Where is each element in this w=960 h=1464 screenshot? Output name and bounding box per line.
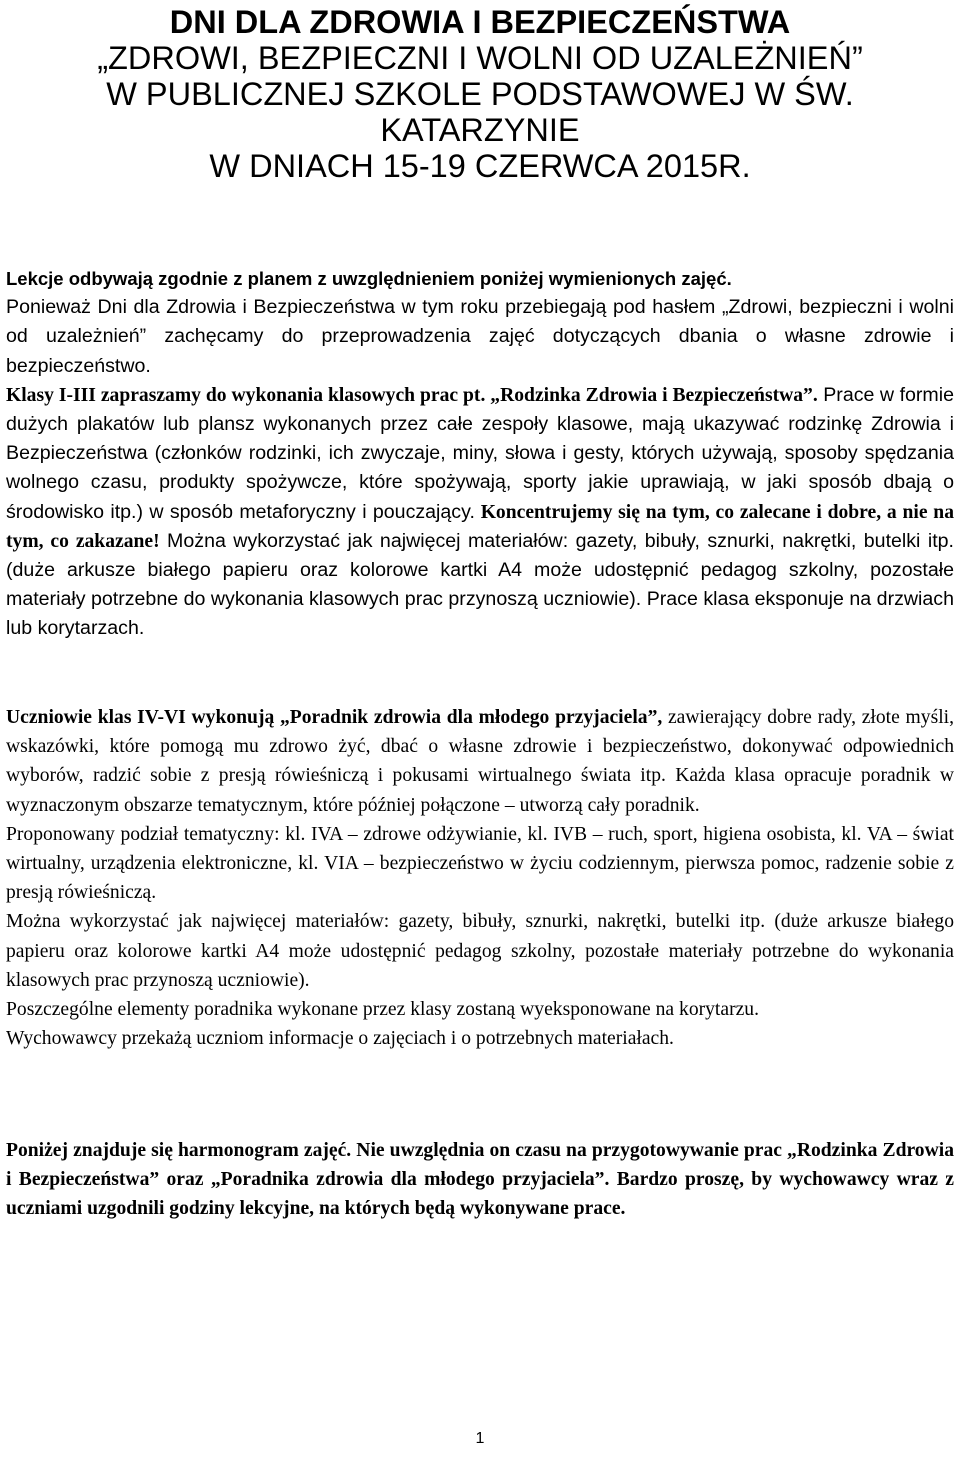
classes-1-3-text: Prace w formie dużych plakatów lub plansz wykonanych przez całe zespoły klasowe, mają ukazywać rodzinkę Zdrowia i Bezpieczeństwa (członków rodzinki, ich zwyczaje, miny, słowa i gesty, których używają, sposoby spędzania wolnego czasu, produkty spożywcze, które spożywają, sporty jakie uprawiają, w jaki sposób dbają o środowisko itp.) w sposób metaforyczny i pouczający. — [6, 383, 955, 523]
classes-4-6-materials: Można wykorzystać jak najwięcej materiałów: gazety, bibuły, sznurki, nakrętki, butelki itp. (duże arkusze białego papieru oraz kolorowe kartki A4 może udostępnić pedagog szkolny, pozostałe materiały potrzebne do wykonania klasowych prac przynoszą uczniowie). — [6, 911, 954, 991]
classes-1-3-lead: Klasy I-III zapraszamy do wykonania klasowych prac pt. „Rodzinka Zdrowia i Bezpieczeństwa”. — [6, 384, 818, 406]
classes-4-6-topics: Proponowany podział tematyczny: kl. IVA – zdrowe odżywianie, kl. IVB – ruch, sport, higiena osobista, kl. VA – świat wirtualny, urządzenia elektroniczne, kl. VIA – bezpieczeństwo w życiu codziennym, pierwsza pomoc, radzenie sobie z presją rówieśniczą. — [6, 823, 954, 904]
title-line-1: DNI DLA ZDROWIA I BEZPIECZEŃSTWA — [169, 4, 791, 40]
title-line-3: W PUBLICZNEJ SZKOLE PODSTAWOWEJ W ŚW. — [106, 76, 854, 112]
schedule-section — [6, 1136, 954, 1224]
classes-4-6-lead: Uczniowie klas IV-VI wykonują „Poradnik zdrowia dla młodego przyjaciela”, — [6, 707, 663, 728]
title-line-5: W DNIACH 15-19 CZERWCA 2015R. — [209, 148, 751, 184]
classes-4-6-paragraph — [6, 703, 954, 820]
intro-section — [6, 264, 954, 644]
classes-1-3-tail: Można wykorzystać jak najwięcej materiałów: gazety, bibuły, sznurki, nakrętki, butelki itp. (duże arkusze białego papieru oraz kolorowe kartki A4 może udostępnić pedagog szkolny, pozostałe materiały potrzebne do wykonania klasowych prac przynoszą uczniowie). Prace klasa eksponuje na drzwiach lub korytarzach. — [6, 529, 954, 640]
classes-1-3-paragraph — [6, 381, 954, 644]
title-line-4: KATARZYNIE — [380, 112, 580, 148]
classes-4-6-text-1: zawierający dobre rady, złote myśli, wskazówki, które pomogą mu zdrowo żyć, dbać o własne zdrowie i bezpieczeństwo, dokonywać odpowiednich wyborów, radzić sobie z presją rówieśniczą i pokusami wirtualnego świata itp. Każda klasa opracuje poradnik w wyznaczonym obszarze tematycznym, które później połączone – utworzą cały poradnik. — [6, 707, 954, 816]
document-title — [0, 4, 960, 184]
schedule-note-text: Poniżej znajduje się harmonogram zajęć. Nie uwzględnia on czasu na przygotowywanie prac „Rodzinka Zdrowia i Bezpieczeństwa” oraz „Poradnika zdrowia dla młodego przyjaciela”. Bardzo proszę, by wychowawcy wraz z uczniami uzgodnili godziny lekcyjne, na których będą wykonywane prace. — [6, 1140, 954, 1220]
title-line-2: „ZDROWI, BEZPIECZNI I WOLNI OD UZALEŻNIEŃ” — [97, 40, 863, 76]
intro-paragraph: Ponieważ Dni dla Zdrowia i Bezpieczeństwa w tym roku przebiegają pod hasłem „Zdrowi, bezpieczni i wolni od uzależnień” zachęcamy do przeprowadzenia zajęć dotyczących dbania o własne zdrowie i bezpieczeństwo. — [6, 296, 954, 377]
lesson-plan-note: Lekcje odbywają zgodnie z planem z uwzględnieniem poniżej wymienionych zajęć. — [6, 268, 732, 289]
page-number: 1 — [475, 1430, 485, 1447]
classes-1-3-emphasis: Koncentrujemy się na tym, co zalecane i dobre, a nie na tym, co zakazane! — [6, 501, 954, 552]
classes-4-6-section — [6, 703, 954, 1053]
classes-4-6-exhibition: Poszczególne elementy poradnika wykonane przez klasy zostaną wyeksponowane na korytarzu. — [6, 999, 759, 1021]
classes-4-6-teachers: Wychowawcy przekażą uczniom informacje o zajęciach i o potrzebnych materiałach. — [6, 1028, 674, 1050]
schedule-note — [6, 1136, 954, 1224]
